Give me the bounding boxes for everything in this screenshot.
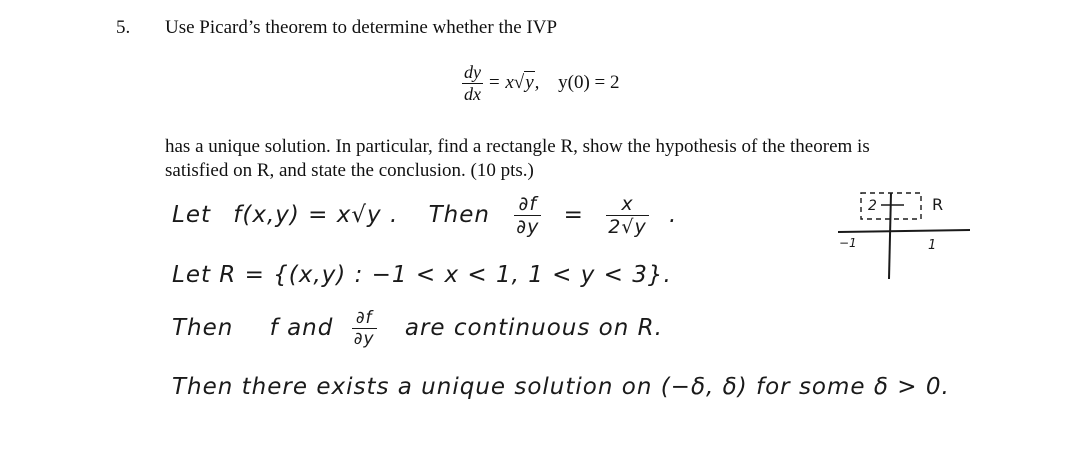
f-and-text: f and — [269, 315, 334, 341]
sketch-label-1: 1 — [928, 238, 937, 253]
partial-numerator-2: ∂f — [355, 308, 373, 328]
derivative-numerator: dy — [464, 62, 481, 82]
solution-line-4-conclusion: Then there exists a unique solution on (−δ, δ) for some δ > 0. — [172, 374, 950, 400]
then-word: Then — [428, 202, 490, 228]
problem-prompt: Use Picard’s theorem to determine whether the IVP — [165, 17, 558, 38]
sketch-label-R: R — [932, 195, 944, 214]
solution-line-3 — [172, 308, 663, 349]
y-axis — [889, 193, 891, 279]
sqrt-sign: √ — [513, 71, 525, 93]
partial-numerator: ∂f — [518, 193, 538, 215]
continuity-text: are continuous on R. — [404, 315, 663, 341]
problem-number: 5. — [116, 17, 131, 38]
initial-condition: y(0) = 2 — [558, 71, 620, 93]
f-definition: f(x,y) = x√y . — [233, 202, 399, 228]
solution-line-2-rectangle: Let R = {(x,y) : −1 < x < 1, 1 < y < 3}. — [172, 262, 672, 288]
derivative-denominator: dx — [464, 84, 481, 104]
partial-result-numerator: x — [621, 193, 634, 215]
x-axis — [838, 230, 970, 232]
rectangle-sketch — [836, 183, 976, 283]
problem-body-line-2: satisfied on R, and state the conclusion. (10 pts.) — [165, 160, 534, 181]
ivp-equation — [462, 62, 620, 105]
derivative-fraction — [462, 62, 483, 105]
sketch-label-neg1: −1 — [839, 236, 857, 250]
partial-derivative — [514, 193, 541, 238]
line-end-period: . — [669, 202, 678, 228]
partial-denominator: ∂y — [516, 216, 540, 238]
partial-derivative-2 — [352, 308, 377, 349]
sqrt-argument: y — [525, 71, 534, 93]
then-word-2: Then — [172, 315, 234, 341]
sketch-label-2: 2 — [868, 198, 877, 214]
let-word: Let — [172, 202, 211, 228]
partial-result-denominator: 2√y — [608, 216, 647, 238]
equation-separator: , — [534, 71, 540, 93]
equals-sign: = — [563, 202, 584, 228]
partial-result — [606, 193, 648, 238]
equation-rhs-prefix: = x — [487, 71, 514, 93]
solution-line-1 — [172, 193, 677, 238]
problem-body-line-1: has a unique solution. In particular, find a rectangle R, show the hypothesis of the theorem is — [165, 136, 870, 157]
partial-denominator-2: ∂y — [353, 329, 375, 349]
